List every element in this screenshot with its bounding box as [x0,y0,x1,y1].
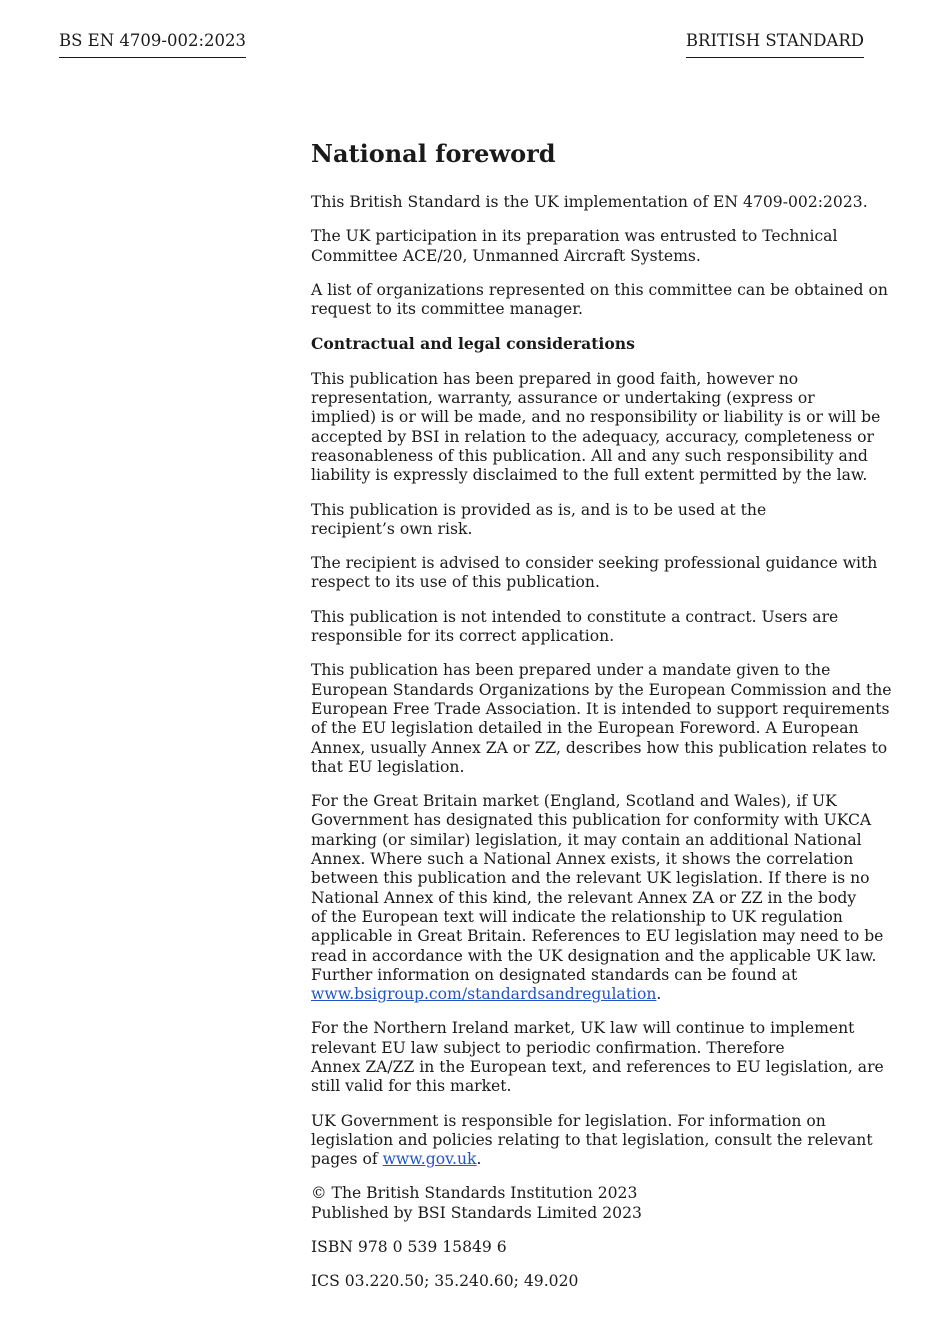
paragraph-guidance [311,554,878,593]
gov-uk-link[interactable]: www.gov.uk [382,1150,477,1169]
text-line: read in accordance with the UK designation and the applicable UK law. [311,946,877,965]
paragraph-mandate [311,661,892,777]
text-line: National Annex of this kind, the relevant Annex ZA or ZZ in the body [311,888,857,907]
text-line: that EU legislation. [311,757,465,776]
foreword-content [311,138,892,1307]
text-line: © The British Standards Institution 2023 [311,1184,638,1203]
text-line: This British Standard is the UK implementation of EN 4709-002:2023. [311,193,868,211]
paragraph-uk-government [311,1111,873,1170]
text-line: Further information on designated standards can be found at [311,965,798,984]
text-line: This publication is not intended to constitute a contract. Users are [311,607,839,626]
standard-series-label: BRITISH STANDARD [686,30,864,58]
paragraph-not-contract [311,608,867,647]
text-line: The recipient is advised to consider seeking professional guidance with [311,554,878,573]
text-line: Published by BSI Standards Limited 2023 [311,1203,642,1222]
text-line: relevant EU law subject to periodic confirmation. Therefore [311,1038,785,1057]
text-line: European Free Trade Association. It is intended to support requirements [311,699,890,718]
text-line: This publication has been prepared under a mandate given to the [311,661,831,680]
paragraph-uk-government-last-line [311,1150,867,1169]
paragraph-uk-government-text [311,1111,873,1151]
text-line: The UK participation in its preparation was entrusted to Technical [311,227,838,246]
paragraph-great-britain-text [311,792,884,985]
ics-codes: ICS 03.220.50; 35.240.60; 49.020 [311,1272,579,1291]
text-line: Annex, usually Annex ZA or ZZ, describes how this publication relates to [311,738,888,757]
bsigroup-link[interactable]: www.bsigroup.com/standardsandregulation [311,985,657,1004]
text-line: request to its committee manager. [311,300,583,319]
text-line: representation, warranty, assurance or undertaking (express or [311,389,815,408]
text-line: of the EU legislation detailed in the European Foreword. A European [311,719,859,738]
paragraph-great-britain [311,792,884,1004]
text-line: between this publication and the relevant UK legislation. If there is no [311,869,870,888]
page-title: National foreword [311,139,556,168]
text-line: applicable in Great Britain. References to EU legislation may need to be [311,927,884,946]
paragraph-implementation [311,193,867,212]
text-line: Annex ZA/ZZ in the European text, and references to EU legislation, are [311,1057,884,1076]
text-line: marking (or similar) legislation, it may contain an additional National [311,830,862,849]
text-line: This publication is provided as is, and is to be used at the [311,500,767,519]
text-line: Government has designated this publication for conformity with UKCA [311,811,872,830]
text-line: UK Government is responsible for legislation. For information on [311,1111,826,1130]
copyright-notice [311,1184,867,1223]
period: . [656,985,662,1004]
text-line: respect to its use of this publication. [311,573,600,592]
paragraph-as-is [311,501,867,540]
period: . [476,1150,482,1169]
text-line: For the Northern Ireland market, UK law will continue to implement [311,1019,855,1038]
section-heading-contractual: Contractual and legal considerations [311,334,635,354]
text-line: A list of organizations represented on this committee can be obtained on [311,280,888,299]
text-line: reasonableness of this publication. All and any such responsibility and [311,446,868,465]
text-line: still valid for this market. [311,1077,512,1096]
text-line: This publication has been prepared in good faith, however no [311,369,799,388]
text-line: of the European text will indicate the relationship to UK regulation [311,907,843,926]
paragraph-good-faith [311,369,881,486]
text-line: implied) is or will be made, and no responsibility or liability is or will be [311,408,881,427]
paragraph-organizations [311,280,888,320]
text-line: legislation and policies relating to that legislation, consult the relevant [311,1130,873,1149]
document-number: BS EN 4709-002:2023 [59,30,246,58]
text-line: Annex. Where such a National Annex exists, it shows the correlation [311,850,854,869]
text-line: European Standards Organizations by the European Commission and the [311,680,892,699]
paragraph-participation [311,227,867,266]
text-line: responsible for its correct application. [311,627,615,646]
paragraph-great-britain-last-line [311,985,867,1004]
text-line: accepted by BSI in relation to the adequacy, accuracy, completeness or [311,427,874,446]
link-prefix: pages of [311,1150,383,1169]
text-line: Committee ACE/20, Unmanned Aircraft Systems. [311,246,701,265]
text-line: liability is expressly disclaimed to the full extent permitted by the law. [311,466,868,485]
isbn: ISBN 978 0 539 15849 6 [311,1238,507,1257]
paragraph-northern-ireland [311,1019,884,1096]
text-line: For the Great Britain market (England, Scotland and Wales), if UK [311,792,837,811]
text-line: recipient’s own risk. [311,519,473,538]
